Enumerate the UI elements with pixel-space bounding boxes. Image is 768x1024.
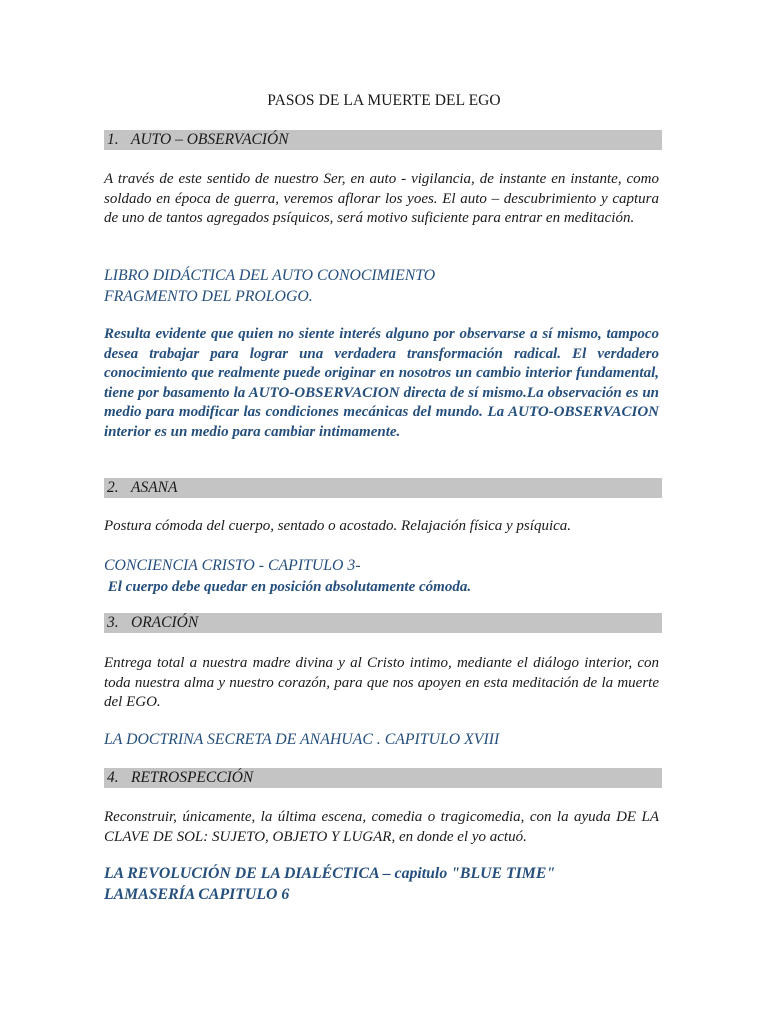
reference-line: LA DOCTRINA SECRETA DE ANAHUAC . CAPITULO XVIII (104, 731, 500, 748)
reference-line: FRAGMENTO DEL PROLOGO. (104, 287, 313, 305)
reference-title (104, 266, 704, 307)
section-body: Postura cómoda del cuerpo, sentado o acostado. Relajación física y psíquica. (104, 518, 572, 534)
reference-quote: El cuerpo debe quedar en posición absolutamente cómoda. (104, 579, 472, 595)
reference-line: CONCIENCIA CRISTO - CAPITULO 3- (104, 557, 361, 574)
section-heading-text: RETROSPECCIÓN (131, 769, 254, 786)
section-number: 4. (107, 769, 119, 786)
section-heading-text: ORACIÓN (131, 614, 199, 631)
section-body: A través de este sentido de nuestro Ser, en auto - vigilancia, de instante en instante, como soldado en época de guerra, veremos aflorar los yoes. El auto – descubrimiento y captura de uno de tantos agregados psíquicos, será motivo suficiente para entrar en meditación. (104, 171, 659, 227)
section-number: 2. (107, 479, 119, 496)
section-heading-asana (104, 478, 662, 498)
section-heading-text: ASANA (131, 479, 178, 496)
section-heading-text: AUTO – OBSERVACIÓN (131, 131, 289, 148)
reference-quote: Resulta evidente que quien no siente interés alguno por observarse a sí mismo, tampoco desea trabajar para lograr una verdadera transformación radical. El verdadero conocimiento que realmente puede originar en nosotros un cambio interior fundamental, tiene por basamento la AUTO-OBSERVACION directa de sí mismo.La observación es un medio para modificar las condiciones mecánicas del mundo. La AUTO-OBSERVACION interior es un medio para cambiar intimamente. (104, 326, 659, 440)
section-number: 1. (107, 131, 119, 148)
reference-line: LAMASERÍA CAPITULO 6 (104, 885, 290, 903)
reference-title (104, 730, 704, 751)
section-heading-retrospeccion (104, 768, 662, 788)
reference-title (104, 556, 704, 577)
reference-line: LA REVOLUCIÓN DE LA DIALÉCTICA – capitulo "BLUE TIME" (104, 865, 556, 882)
page-title: PASOS DE LA MUERTE DEL EGO (267, 92, 501, 109)
reference-line: LIBRO DIDÁCTICA DEL AUTO CONOCIMIENTO (104, 267, 436, 284)
section-number: 3. (107, 614, 119, 631)
section-heading-auto-observacion (104, 130, 662, 150)
section-body: Reconstruir, únicamente, la última escena, comedia o tragicomedia, con la ayuda DE LA CLAVE DE SOL: SUJETO, OBJETO Y LUGAR, en donde el yo actuó. (104, 809, 659, 845)
section-body: Entrega total a nuestra madre divina y al Cristo intimo, mediante el diálogo interior, con toda nuestra alma y nuestro corazón, para que nos apoyen en esta meditación de la muerte del EGO. (104, 655, 659, 711)
section-heading-oracion (104, 613, 662, 633)
reference-title (104, 864, 704, 905)
